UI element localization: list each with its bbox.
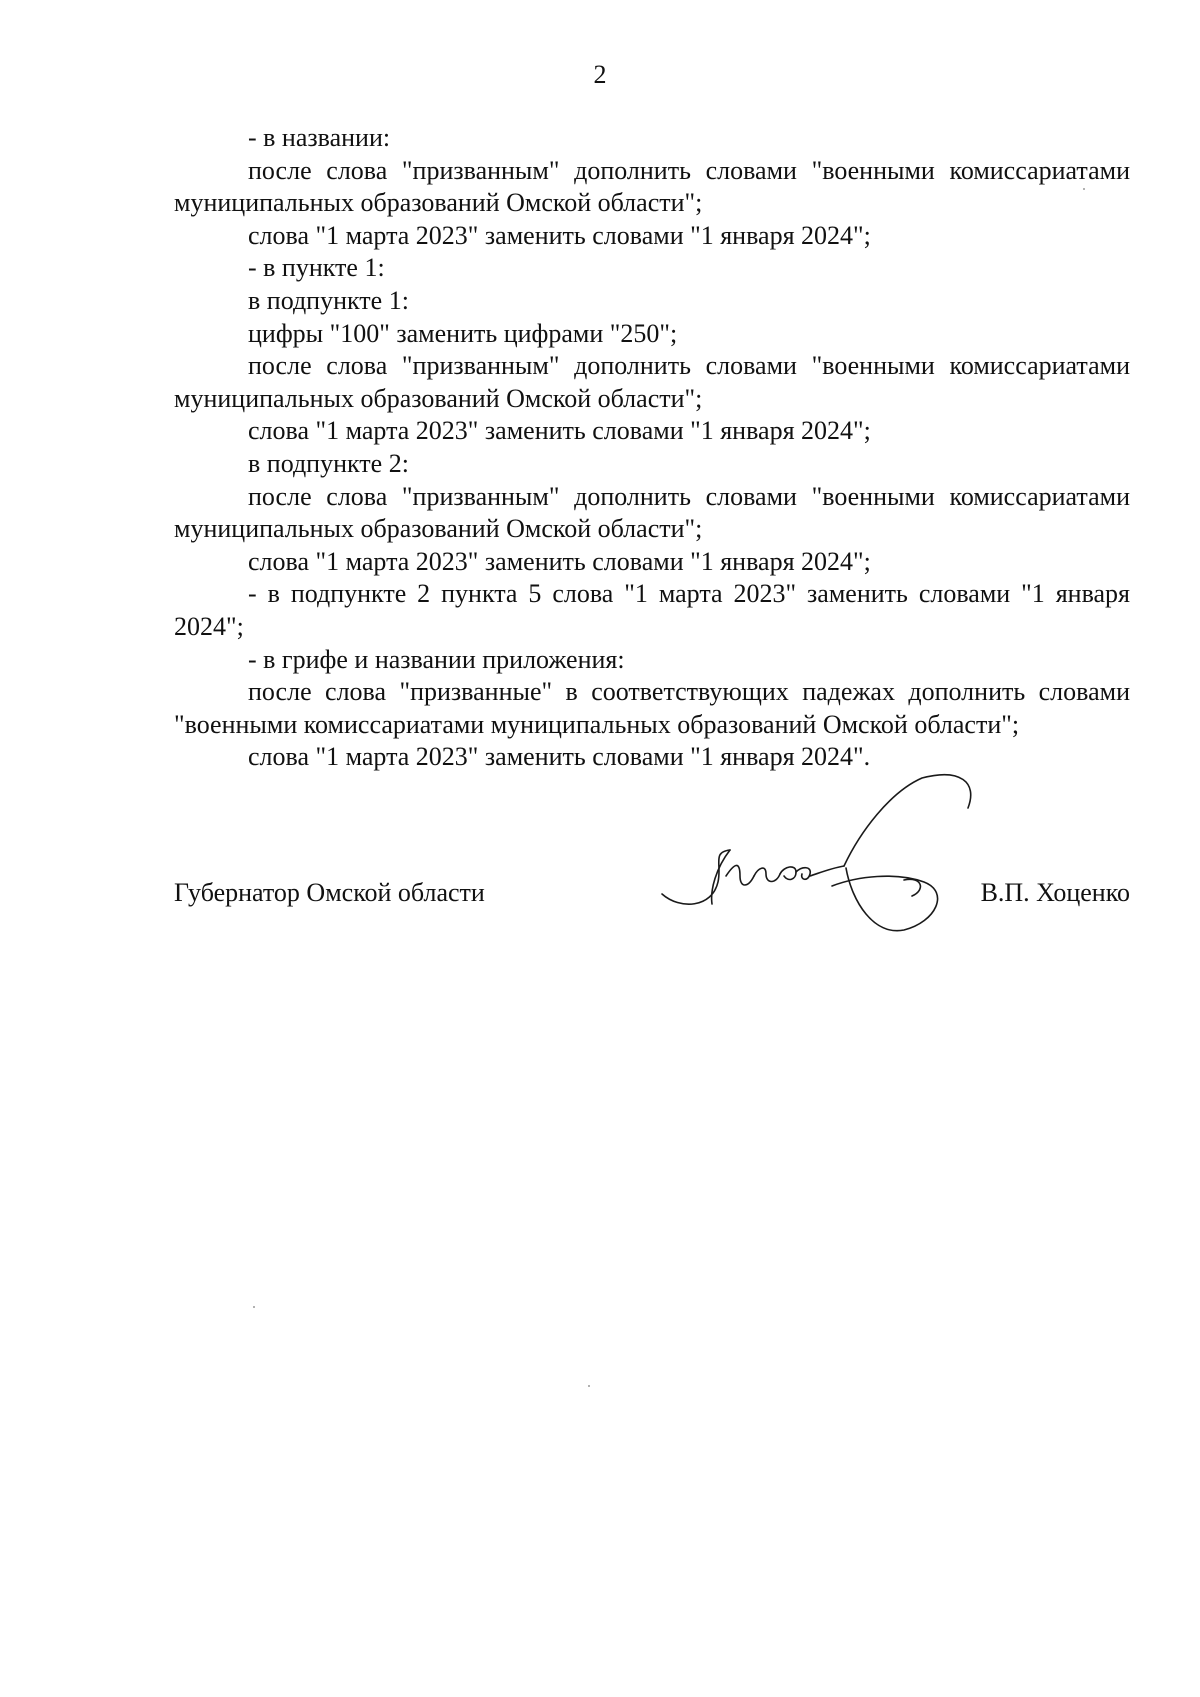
paragraph-point-5-replace-date: - в подпункте 2 пункта 5 слова "1 марта 2023" заменить словами "1 января 2024"; (174, 579, 1130, 641)
paragraph-subpoint-1-replace-number: цифры "100" заменить цифрами "250"; (248, 318, 678, 348)
paragraph-subpoint-2-heading: в подпункте 2: (248, 448, 409, 478)
page-number: 2 (593, 60, 607, 89)
paragraph-subpoint-1-heading: в подпункте 1: (248, 285, 409, 315)
paragraph-subpoint-2-replace-date: слова "1 марта 2023" заменить словами "1 января 2024"; (248, 546, 871, 576)
paragraph-title-heading: - в названии: (248, 123, 391, 152)
paragraph-appendix-replace-date: слова "1 марта 2023" заменить словами "1 января 2024". (248, 742, 871, 772)
signatory-title: Губернатор Омской области (174, 878, 485, 907)
scan-speck (588, 1385, 590, 1387)
paragraph-appendix-add-words: после слова "призванные" в соответствующих падежах дополнить словами "военными комиссариатами муниципальных образований Омской области"; (174, 677, 1130, 739)
scan-speck (253, 1306, 255, 1308)
paragraph-subpoint-2-add-words: после слова "призванным" дополнить словами "военными комиссариатами муниципальных образований Омской области"; (174, 481, 1130, 544)
paragraph-subpoint-1-replace-date: слова "1 марта 2023" заменить словами "1 января 2024"; (248, 416, 871, 446)
paragraph-title-replace-date: слова "1 марта 2023" заменить словами "1 января 2024"; (248, 220, 871, 250)
paragraph-appendix-heading: - в грифе и названии приложения: (248, 644, 625, 674)
paragraph-title-add-words: после слова "призванным" дополнить словами "военными комиссариатами муниципальных образований Омской области"; (174, 155, 1130, 218)
scan-speck (1083, 188, 1085, 190)
paragraph-point-1-heading: - в пункте 1: (248, 253, 385, 283)
document-body (174, 122, 1130, 774)
signatory-name: В.П. Хоценко (980, 878, 1130, 907)
paragraph-subpoint-1-add-words: после слова "призванным" дополнить словами "военными комиссариатами муниципальных образований Омской области"; (174, 351, 1130, 413)
signature-block (174, 878, 1130, 918)
